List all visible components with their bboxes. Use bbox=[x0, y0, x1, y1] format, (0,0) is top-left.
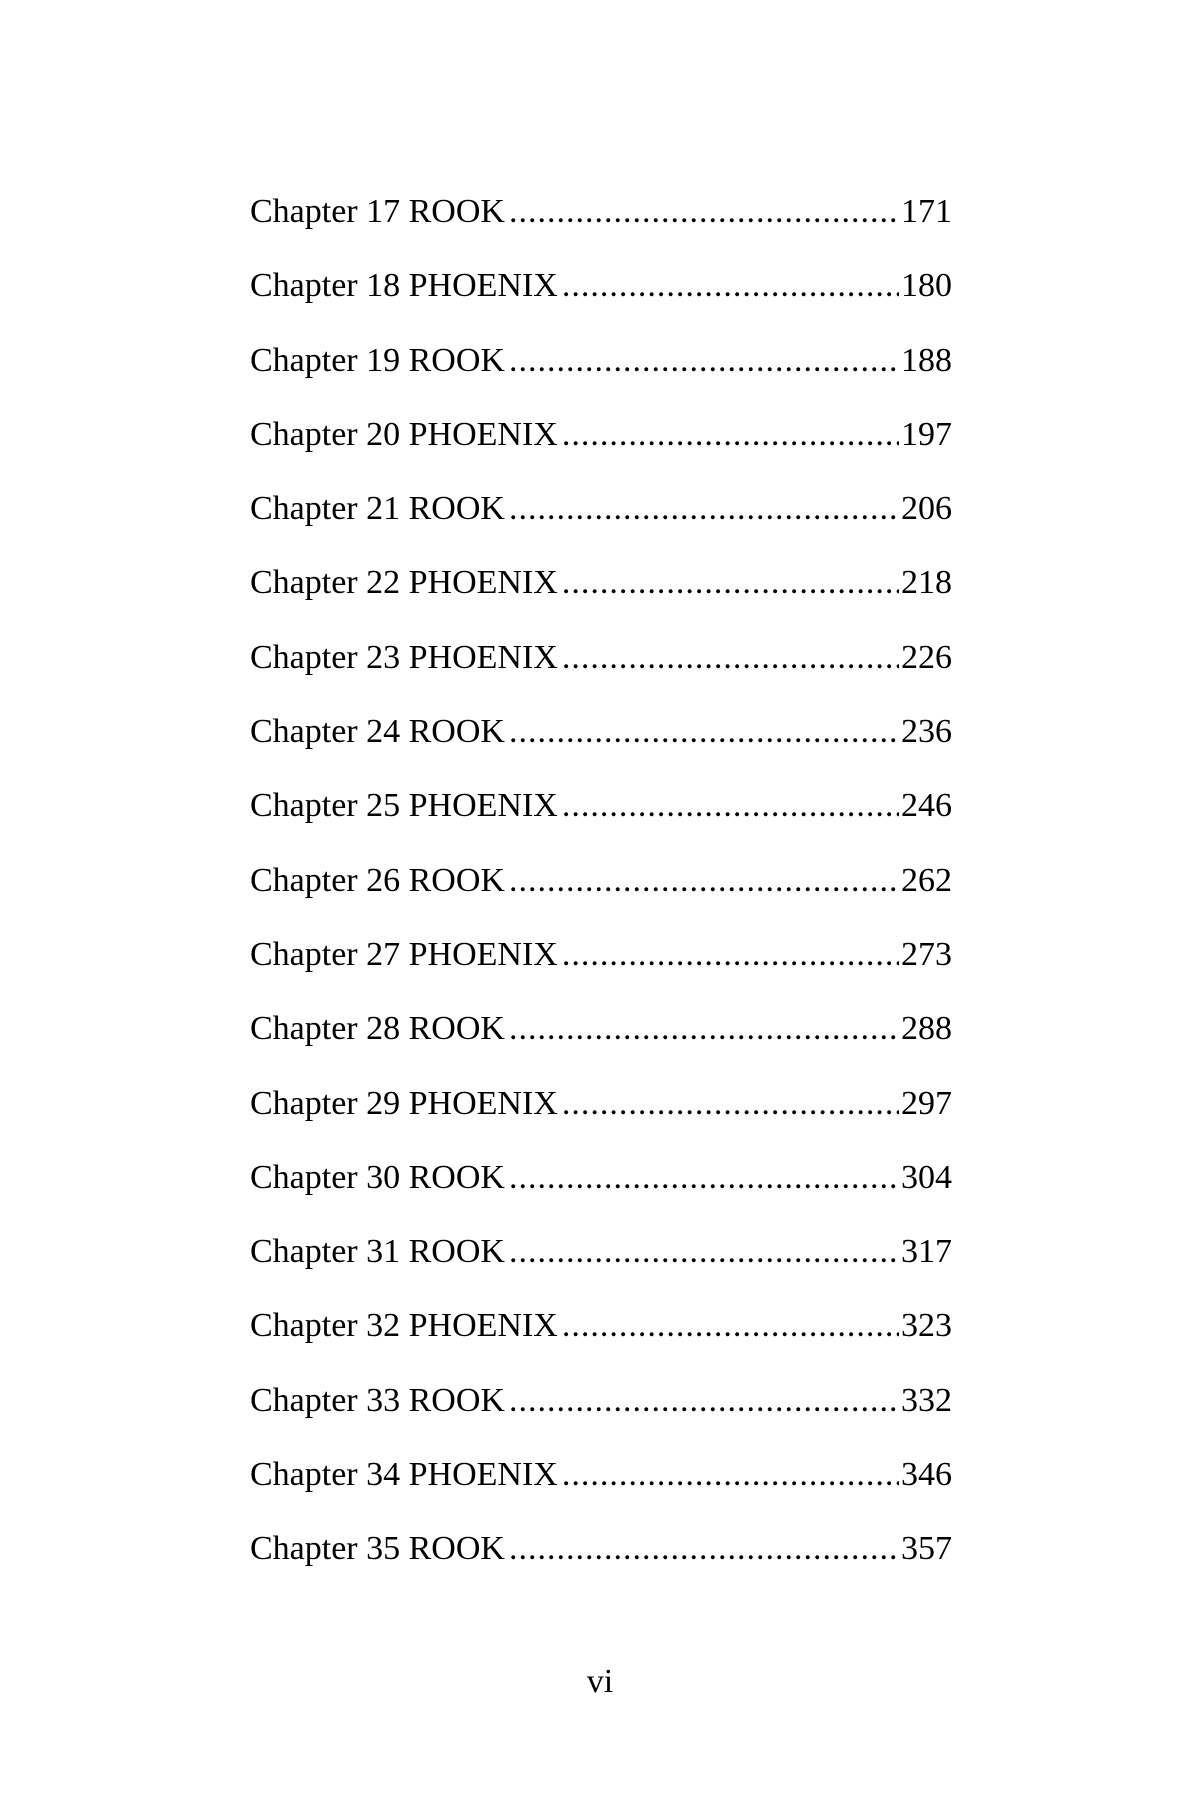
dot-leader bbox=[562, 1458, 899, 1492]
toc-entry-title: Chapter 19 ROOK bbox=[250, 343, 505, 379]
toc-entry-chapter-35[interactable] bbox=[250, 1532, 952, 1606]
toc-entry-title: Chapter 18 PHOENIX bbox=[250, 269, 558, 305]
toc-entry-chapter-29[interactable] bbox=[250, 1087, 952, 1161]
dot-leader bbox=[562, 1309, 899, 1343]
toc-entry-chapter-25[interactable] bbox=[250, 789, 952, 863]
toc-entry-chapter-28[interactable] bbox=[250, 1012, 952, 1086]
toc-entry-chapter-17[interactable] bbox=[250, 195, 952, 269]
toc-entry-title: Chapter 35 ROOK bbox=[250, 1532, 505, 1568]
toc-entry-page: 180 bbox=[901, 269, 952, 305]
toc-entry-title: Chapter 32 PHOENIX bbox=[250, 1309, 558, 1345]
toc-entry-page: 226 bbox=[901, 640, 952, 676]
toc-entry-title: Chapter 17 ROOK bbox=[250, 195, 505, 230]
toc-entry-chapter-19[interactable] bbox=[250, 344, 952, 418]
toc-entry-page: 288 bbox=[901, 1012, 952, 1048]
dot-leader bbox=[562, 641, 899, 675]
dot-leader bbox=[509, 344, 899, 378]
toc-entry-chapter-30[interactable] bbox=[250, 1161, 952, 1235]
toc-entry-page: 273 bbox=[901, 937, 952, 973]
toc-entry-chapter-26[interactable] bbox=[250, 864, 952, 938]
toc-entry-title: Chapter 27 PHOENIX bbox=[250, 937, 558, 973]
toc-entry-chapter-24[interactable] bbox=[250, 715, 952, 789]
toc-entry-title: Chapter 30 ROOK bbox=[250, 1160, 505, 1196]
toc-entry-title: Chapter 25 PHOENIX bbox=[250, 789, 558, 825]
toc-entry-title: Chapter 31 ROOK bbox=[250, 1235, 505, 1271]
toc-entry-title: Chapter 28 ROOK bbox=[250, 1012, 505, 1048]
toc-entry-page: 323 bbox=[901, 1309, 952, 1345]
toc-entry-title: Chapter 26 ROOK bbox=[250, 863, 505, 899]
dot-leader bbox=[509, 1532, 899, 1566]
toc-entry-chapter-18[interactable] bbox=[250, 269, 952, 343]
dot-leader bbox=[509, 1012, 899, 1046]
toc-entry-title: Chapter 22 PHOENIX bbox=[250, 566, 558, 602]
toc-entry-chapter-23[interactable] bbox=[250, 641, 952, 715]
dot-leader bbox=[562, 418, 899, 452]
dot-leader bbox=[562, 789, 899, 823]
toc-entry-page: 317 bbox=[901, 1235, 952, 1271]
toc-entry-page: 188 bbox=[901, 343, 952, 379]
toc-entry-page: 197 bbox=[901, 417, 952, 453]
toc-entry-title: Chapter 23 PHOENIX bbox=[250, 640, 558, 676]
toc-entry-page: 346 bbox=[901, 1458, 952, 1494]
dot-leader bbox=[509, 864, 899, 898]
toc-entry-title: Chapter 34 PHOENIX bbox=[250, 1458, 558, 1494]
toc-entry-page: 304 bbox=[901, 1160, 952, 1196]
toc-entry-chapter-22[interactable] bbox=[250, 566, 952, 640]
dot-leader bbox=[509, 1384, 899, 1418]
toc-entry-title: Chapter 24 ROOK bbox=[250, 715, 505, 751]
toc-entry-title: Chapter 29 PHOENIX bbox=[250, 1086, 558, 1122]
toc-entry-title: Chapter 21 ROOK bbox=[250, 492, 505, 528]
toc-entry-page: 297 bbox=[901, 1086, 952, 1122]
toc-entry-page: 357 bbox=[901, 1532, 952, 1568]
dot-leader bbox=[562, 938, 899, 972]
toc-entry-chapter-31[interactable] bbox=[250, 1235, 952, 1309]
toc-entry-chapter-27[interactable] bbox=[250, 938, 952, 1012]
toc-entry-page: 171 bbox=[901, 195, 952, 230]
page-number: vi bbox=[586, 1663, 614, 1700]
dot-leader bbox=[509, 1235, 899, 1269]
toc-entry-chapter-20[interactable] bbox=[250, 418, 952, 492]
toc-entry-chapter-33[interactable] bbox=[250, 1384, 952, 1458]
toc-entry-page: 332 bbox=[901, 1383, 952, 1419]
toc-entry-title: Chapter 33 ROOK bbox=[250, 1383, 505, 1419]
dot-leader bbox=[562, 269, 899, 303]
toc-entry-page: 206 bbox=[901, 492, 952, 528]
toc-entry-chapter-32[interactable] bbox=[250, 1309, 952, 1383]
dot-leader bbox=[509, 195, 899, 229]
toc-entry-chapter-34[interactable] bbox=[250, 1458, 952, 1532]
toc-entry-title: Chapter 20 PHOENIX bbox=[250, 417, 558, 453]
dot-leader bbox=[509, 715, 899, 749]
dot-leader bbox=[562, 566, 899, 600]
toc-entry-page: 218 bbox=[901, 566, 952, 602]
dot-leader bbox=[509, 1161, 899, 1195]
dot-leader bbox=[562, 1087, 899, 1121]
toc-entry-page: 236 bbox=[901, 715, 952, 751]
toc-entry-page: 262 bbox=[901, 863, 952, 899]
dot-leader bbox=[509, 492, 899, 526]
table-of-contents bbox=[250, 195, 952, 1607]
toc-entry-chapter-21[interactable] bbox=[250, 492, 952, 566]
toc-entry-page: 246 bbox=[901, 789, 952, 825]
